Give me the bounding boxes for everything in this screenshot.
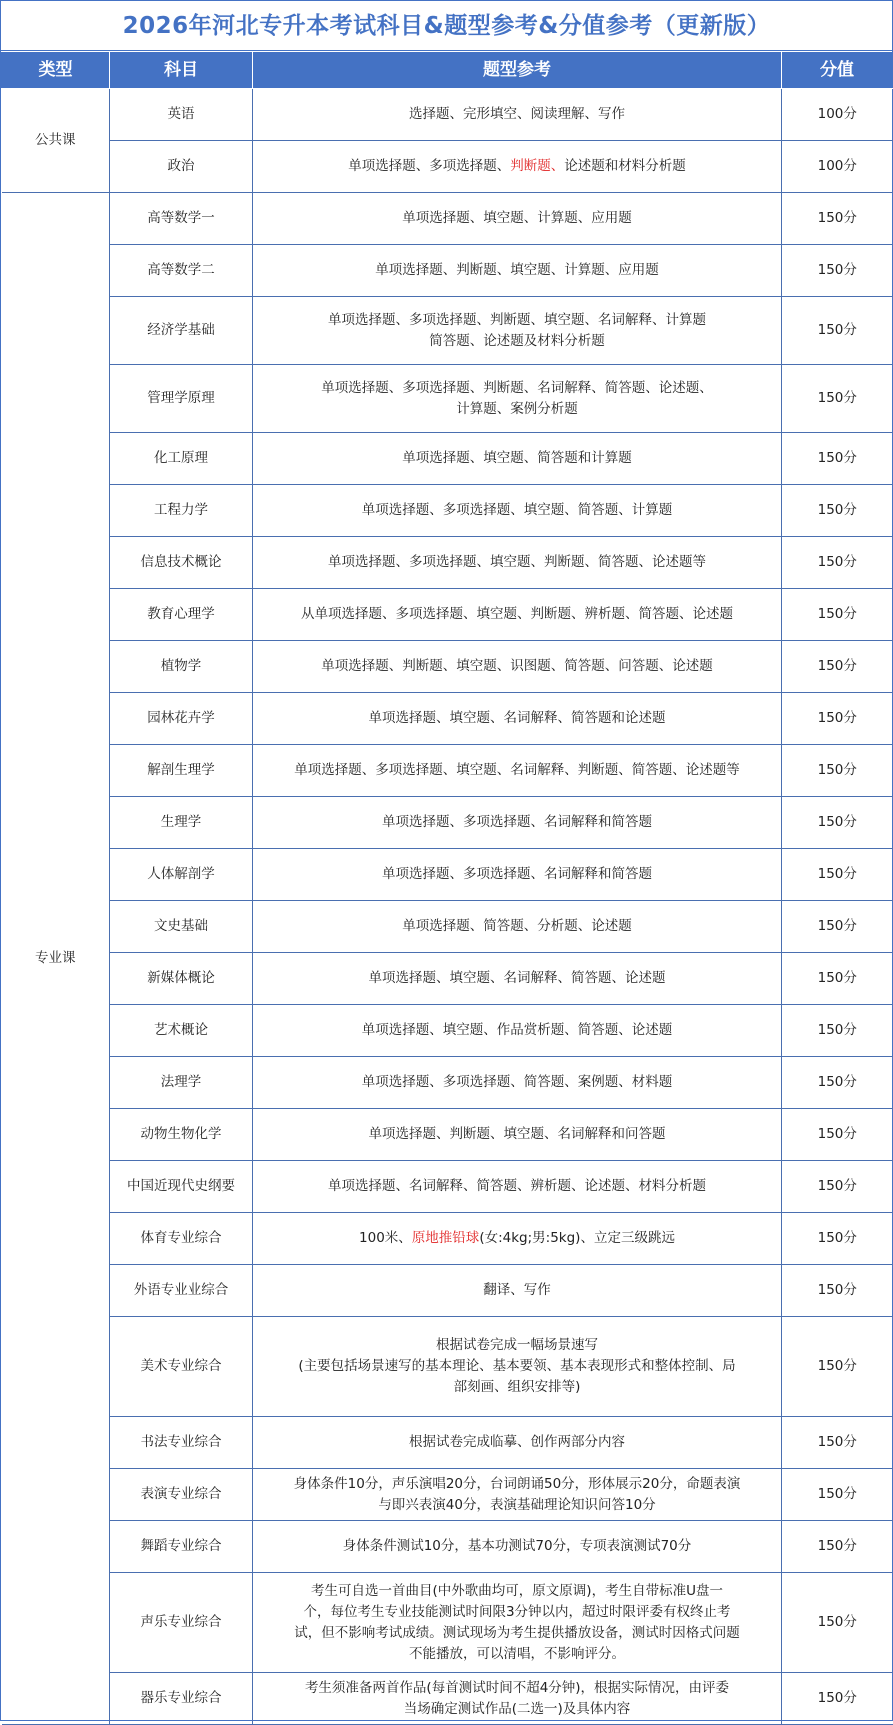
score-cell: 150分 xyxy=(782,1109,893,1161)
subject-cell: 舞蹈专业综合 xyxy=(110,1521,253,1573)
subject-cell: 生理学 xyxy=(110,797,253,849)
score-cell: 150分 xyxy=(782,1521,893,1573)
question-types-cell: 身体条件测试10分，基本功测试70分，专项表演测试70分 xyxy=(253,1521,782,1573)
subject-cell: 经济学基础 xyxy=(110,297,253,365)
question-types-cell: 单项选择题、多项选择题、填空题、判断题、简答题、论述题等 xyxy=(253,537,782,589)
table-row xyxy=(2,89,893,141)
text-part: (女:4kg;男:5kg)、立定三级跳远 xyxy=(479,1230,675,1246)
table-row xyxy=(2,297,893,365)
question-types-cell: 单项选择题、填空题、名词解释、简答题、论述题 xyxy=(253,953,782,1005)
table-row xyxy=(2,1521,893,1573)
text-line: (主要包括场景速写的基本理论、基本要领、基本表现形式和整体控制、局 xyxy=(298,1358,736,1374)
subject-cell: 教育心理学 xyxy=(110,589,253,641)
score-cell: 150分 xyxy=(782,1265,893,1317)
question-types-cell xyxy=(253,1673,782,1725)
subject-cell: 体育专业综合 xyxy=(110,1213,253,1265)
score-cell: 150分 xyxy=(782,1573,893,1673)
table-row xyxy=(2,745,893,797)
table-row xyxy=(2,1109,893,1161)
subject-cell: 英语 xyxy=(110,89,253,141)
subject-cell: 园林花卉学 xyxy=(110,693,253,745)
question-types-cell: 选择题、完形填空、阅读理解、写作 xyxy=(253,89,782,141)
text-line: 试，但不影响考试成绩。测试现场为考生提供播放设备，测试时因格式问题 xyxy=(294,1624,740,1641)
question-types-cell xyxy=(253,1213,782,1265)
subject-cell: 器乐专业综合 xyxy=(110,1673,253,1725)
question-types-cell xyxy=(253,1469,782,1521)
table-row xyxy=(2,901,893,953)
question-types-cell: 翻译、写作 xyxy=(253,1265,782,1317)
score-cell: 150分 xyxy=(782,245,893,297)
question-types-cell xyxy=(253,1317,782,1417)
question-types-cell xyxy=(253,1573,782,1673)
question-types-cell: 根据试卷完成临摹、创作两部分内容 xyxy=(253,1417,782,1469)
question-types-cell: 单项选择题、填空题、简答题和计算题 xyxy=(253,433,782,485)
question-types-cell: 单项选择题、多项选择题、名词解释和简答题 xyxy=(253,849,782,901)
text-part: 单项选择题、多项选择题、 xyxy=(348,158,511,174)
text-line: 简答题、论述题及材料分析题 xyxy=(429,332,605,349)
table-row xyxy=(2,953,893,1005)
table-row xyxy=(2,1005,893,1057)
question-types-cell: 单项选择题、填空题、作品赏析题、简答题、论述题 xyxy=(253,1005,782,1057)
subject-cell: 美术专业综合 xyxy=(110,1317,253,1417)
text-line: 考生可自选一首曲目(中外歌曲均可，原文原调)，考生自带标准U盘一 xyxy=(311,1582,723,1599)
table-row xyxy=(2,1417,893,1469)
group-public: 公共课 xyxy=(2,89,110,193)
text-part: 论述题和材料分析题 xyxy=(564,158,686,174)
table-row xyxy=(2,193,893,245)
subject-cell: 化工原理 xyxy=(110,433,253,485)
subject-cell: 艺术概论 xyxy=(110,1005,253,1057)
header-question-types: 题型参考 xyxy=(253,52,782,89)
score-cell: 150分 xyxy=(782,1161,893,1213)
question-types-cell: 单项选择题、判断题、填空题、名词解释和问答题 xyxy=(253,1109,782,1161)
header-type: 类型 xyxy=(2,52,110,89)
table-row xyxy=(2,141,893,193)
text-line: 个，每位考生专业技能测试时间限3分钟以内，超过时限评委有权终止考 xyxy=(303,1603,731,1620)
score-cell: 150分 xyxy=(782,589,893,641)
table-row xyxy=(2,365,893,433)
text-line: 当场确定测试作品(二选一)及具体内容 xyxy=(403,1700,631,1717)
table-row xyxy=(2,1573,893,1673)
question-types-cell: 单项选择题、判断题、填空题、计算题、应用题 xyxy=(253,245,782,297)
question-types-cell: 单项选择题、简答题、分析题、论述题 xyxy=(253,901,782,953)
table-row xyxy=(2,693,893,745)
table-row xyxy=(2,1469,893,1521)
exam-table xyxy=(1,51,893,1725)
subject-cell: 书法专业综合 xyxy=(110,1417,253,1469)
subject-cell: 新媒体概论 xyxy=(110,953,253,1005)
question-types-cell: 单项选择题、多项选择题、名词解释和简答题 xyxy=(253,797,782,849)
score-cell: 150分 xyxy=(782,1213,893,1265)
text-line: 计算题、案例分析题 xyxy=(456,400,578,417)
score-cell: 150分 xyxy=(782,1469,893,1521)
subject-cell: 中国近现代史纲要 xyxy=(110,1161,253,1213)
table-row xyxy=(2,849,893,901)
table-row xyxy=(2,1317,893,1417)
score-cell: 150分 xyxy=(782,1317,893,1417)
subject-cell: 动物生物化学 xyxy=(110,1109,253,1161)
score-cell: 150分 xyxy=(782,693,893,745)
score-cell: 150分 xyxy=(782,1417,893,1469)
table-row xyxy=(2,245,893,297)
subject-cell: 法理学 xyxy=(110,1057,253,1109)
subject-cell: 高等数学二 xyxy=(110,245,253,297)
subject-cell: 外语专业业综合 xyxy=(110,1265,253,1317)
highlighted-text: 判断题、 xyxy=(510,158,565,174)
score-cell: 150分 xyxy=(782,745,893,797)
score-cell: 100分 xyxy=(782,141,893,193)
question-types-cell xyxy=(253,141,782,193)
text-line: 单项选择题、多项选择题、判断题、填空题、名词解释、计算题 xyxy=(328,311,706,328)
table-row xyxy=(2,797,893,849)
table-row xyxy=(2,641,893,693)
question-types-cell xyxy=(253,297,782,365)
score-cell: 150分 xyxy=(782,1005,893,1057)
header-subject: 科目 xyxy=(110,52,253,89)
question-types-cell: 单项选择题、多项选择题、简答题、案例题、材料题 xyxy=(253,1057,782,1109)
text-line: 单项选择题、多项选择题、判断题、名词解释、简答题、论述题、 xyxy=(321,379,713,396)
score-cell: 150分 xyxy=(782,1673,893,1725)
table-row xyxy=(2,1213,893,1265)
subject-cell: 工程力学 xyxy=(110,485,253,537)
question-types-cell: 从单项选择题、多项选择题、填空题、判断题、辨析题、简答题、论述题 xyxy=(253,589,782,641)
score-cell: 150分 xyxy=(782,901,893,953)
score-cell: 150分 xyxy=(782,953,893,1005)
table-row xyxy=(2,589,893,641)
text-line: 不能播放，可以清唱，不影响评分。 xyxy=(409,1645,625,1662)
page-title: 2026年河北专升本考试科目&题型参考&分值参考（更新版） xyxy=(1,1,892,51)
question-types-cell: 单项选择题、填空题、名词解释、简答题和论述题 xyxy=(253,693,782,745)
question-types-cell: 单项选择题、判断题、填空题、识图题、简答题、问答题、论述题 xyxy=(253,641,782,693)
subject-cell: 表演专业综合 xyxy=(110,1469,253,1521)
header-score: 分值 xyxy=(782,52,893,89)
subject-cell: 政治 xyxy=(110,141,253,193)
text-line: 身体条件10分，声乐演唱20分，台词朗诵50分，形体展示20分，命题表演 xyxy=(293,1475,741,1492)
subject-cell: 解剖生理学 xyxy=(110,745,253,797)
question-types-cell: 单项选择题、名词解释、简答题、辨析题、论述题、材料分析题 xyxy=(253,1161,782,1213)
score-cell: 150分 xyxy=(782,641,893,693)
score-cell: 150分 xyxy=(782,797,893,849)
question-types-cell: 单项选择题、填空题、计算题、应用题 xyxy=(253,193,782,245)
score-cell: 100分 xyxy=(782,89,893,141)
highlighted-text: 原地推铅球 xyxy=(411,1230,480,1246)
score-cell: 150分 xyxy=(782,849,893,901)
score-cell: 150分 xyxy=(782,433,893,485)
question-types-cell xyxy=(253,365,782,433)
table-header-row xyxy=(2,52,893,89)
table-row xyxy=(2,1057,893,1109)
subject-cell: 文史基础 xyxy=(110,901,253,953)
table-row xyxy=(2,537,893,589)
table-row xyxy=(2,1265,893,1317)
text-line: 根据试卷完成一幅场景速写 xyxy=(436,1337,598,1353)
table-row xyxy=(2,485,893,537)
subject-cell: 声乐专业综合 xyxy=(110,1573,253,1673)
table-row xyxy=(2,1161,893,1213)
subject-cell: 管理学原理 xyxy=(110,365,253,433)
score-cell: 150分 xyxy=(782,1057,893,1109)
subject-cell: 高等数学一 xyxy=(110,193,253,245)
text-line: 与即兴表演40分，表演基础理论知识问答10分 xyxy=(378,1496,656,1513)
subject-cell: 人体解剖学 xyxy=(110,849,253,901)
table-row xyxy=(2,433,893,485)
score-cell: 150分 xyxy=(782,365,893,433)
question-types-cell: 单项选择题、多项选择题、填空题、简答题、计算题 xyxy=(253,485,782,537)
text-part: 100米、 xyxy=(359,1230,412,1246)
subject-cell: 植物学 xyxy=(110,641,253,693)
score-cell: 150分 xyxy=(782,485,893,537)
score-cell: 150分 xyxy=(782,537,893,589)
table-row xyxy=(2,1673,893,1725)
text-line: 部刻画、组织安排等) xyxy=(453,1379,581,1395)
score-cell: 150分 xyxy=(782,297,893,365)
group-major: 专业课 xyxy=(2,193,110,1725)
subject-cell: 信息技术概论 xyxy=(110,537,253,589)
question-types-cell: 单项选择题、多项选择题、填空题、名词解释、判断题、简答题、论述题等 xyxy=(253,745,782,797)
text-line: 考生须准备两首作品(每首测试时间不超4分钟)，根据实际情况，由评委 xyxy=(304,1679,730,1696)
score-cell: 150分 xyxy=(782,193,893,245)
